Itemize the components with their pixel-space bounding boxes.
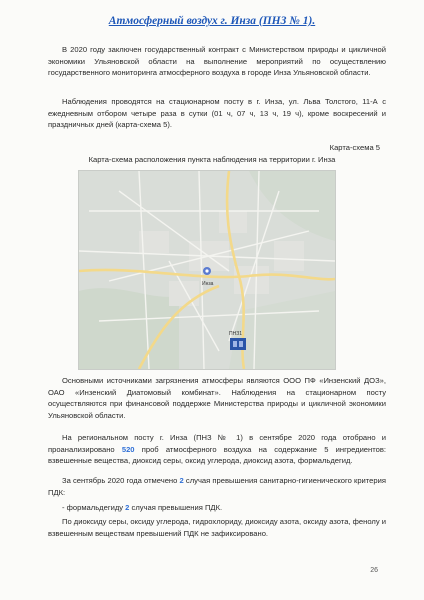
exceedance-count: 2 bbox=[179, 476, 184, 485]
map-pin-icon bbox=[203, 267, 211, 275]
page-number: 26 bbox=[370, 566, 378, 574]
bullet-text-post: случая превышения ПДК. bbox=[129, 503, 223, 512]
paragraph-observations: Наблюдения проводятся на стационарном посту в г. Инза, ул. Льва Толстого, 11-А с ежедневным отбором четыре раза в сутки (01 ч, 07 ч, 13 ч, 19 ч), кроме воскресений и праздничных дней (карта-схема 5). bbox=[48, 97, 386, 129]
samples-count: 520 bbox=[121, 444, 135, 454]
station-marker-icon bbox=[230, 338, 246, 350]
exceedance-text-post: случая превышения санитарно-гигиенического критерия ПДК: bbox=[48, 476, 386, 497]
paragraph-contract: В 2020 году заключен государственный контракт с Министерством природы и цикличной экономики Ульяновской области на выполнение мероприятий по осуществлению государственного мониторинга атмосферного воздуха в городе Инза Ульяновской области. bbox=[48, 45, 386, 77]
paragraph-samples bbox=[48, 432, 386, 467]
exceedance-text-pre: За сентябрь 2020 года отмечено bbox=[62, 476, 180, 485]
bullet-formaldehyde bbox=[62, 502, 382, 514]
paragraph-no-exceedances: По диоксиду серы, оксиду углерода, гидрохлориду, диоксиду азота, оксиду азота, фенолу и взвешенным веществам превышений ПДК не зафиксировано. bbox=[48, 517, 386, 538]
samples-text-pre: На региональном посту г. Инза (ПНЗ № 1) в сентябре 2020 года отобрано и проанализировано bbox=[48, 433, 386, 454]
map-marker-label: Инза bbox=[202, 281, 214, 287]
map-title: Карта-схема расположения пункта наблюдения на территории г. Инза bbox=[88, 155, 336, 164]
bullet-count: 2 bbox=[125, 503, 130, 512]
paragraph-sources: Основными источниками загрязнения атмосферы являются ООО ПФ «Инзенский ДОЗ», ОАО «Инзенский Диатомовый комбинат». Наблюдения на стационарном посту осуществляются при финансовой поддержке Министерства природы и цикличной экономики Ульяновской области. bbox=[48, 376, 386, 420]
map-label: Карта-схема 5 bbox=[329, 143, 380, 152]
page-title: Атмосферный воздух г. Инза (ПНЗ № 1). bbox=[108, 15, 316, 27]
samples-text-post: проб атмосферного воздуха на содержание 5 ингредиентов: взвешенные вещества, диоксид серы, оксид углерода, диоксид азота, формальдегид. bbox=[48, 444, 386, 465]
map-scheme bbox=[78, 170, 336, 370]
station-label: ПНЗ1 bbox=[229, 331, 243, 337]
bullet-text-pre: - формальдегиду bbox=[62, 503, 126, 512]
paragraph-exceedances bbox=[48, 475, 386, 498]
map-graphic bbox=[79, 171, 335, 369]
